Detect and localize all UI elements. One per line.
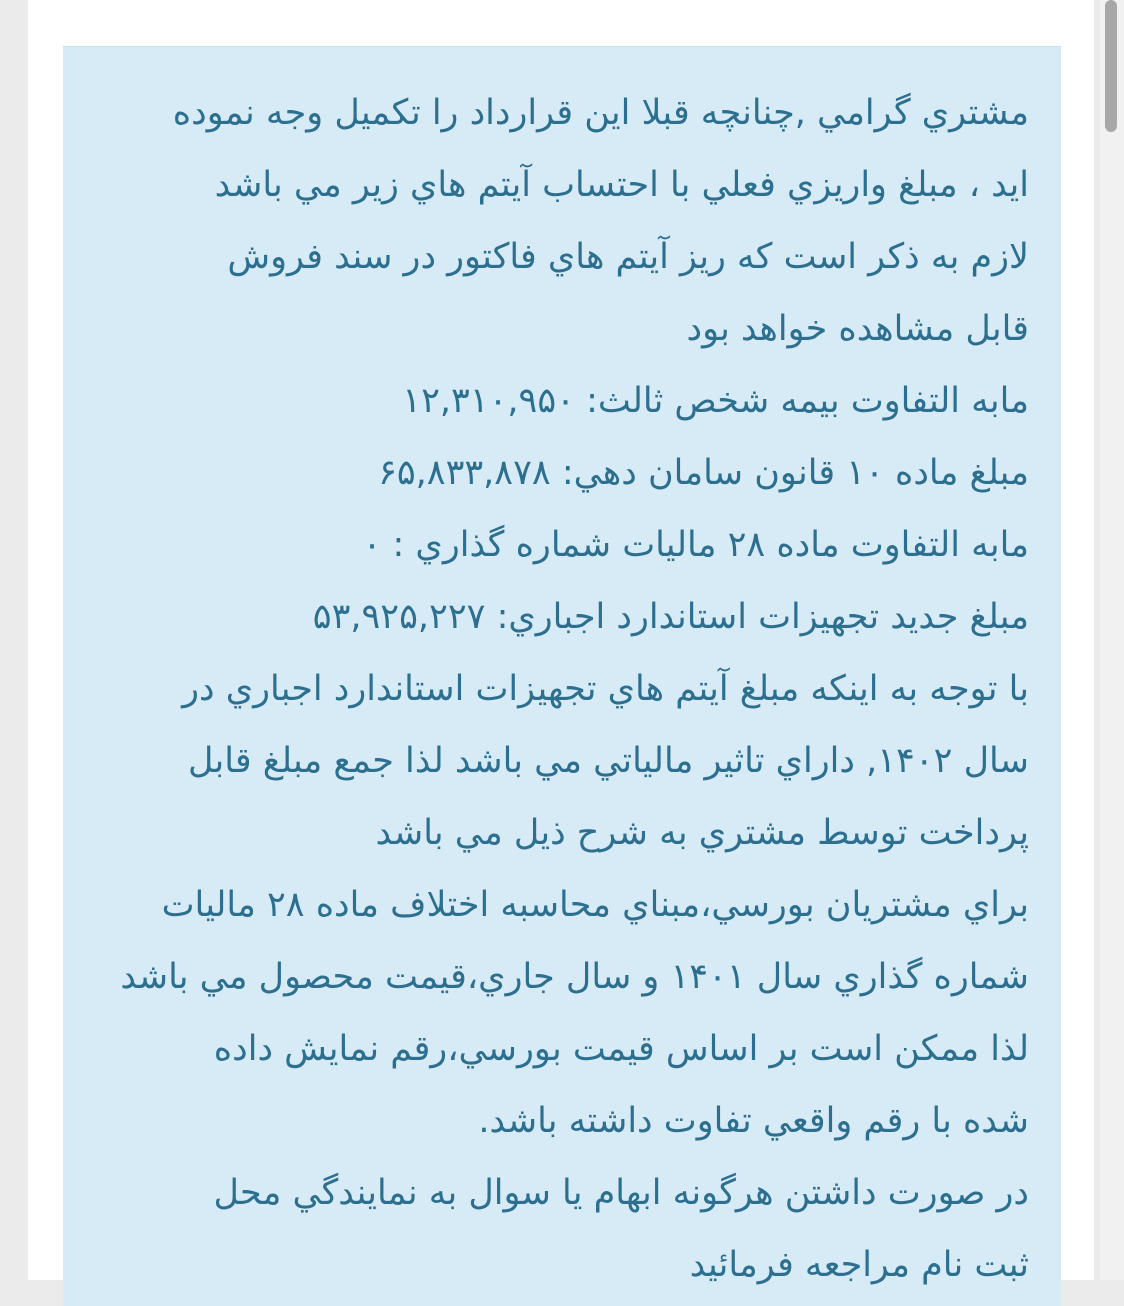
- notice-line: شماره گذاري سال ۱۴۰۱ و سال جاري،قيمت محصول مي باشد: [120, 957, 1029, 997]
- standard-equipment-amount-line: مبلغ جديد تجهيزات استاندارد اجباري: ۵۳,۹۲۵,۲۲۷: [312, 597, 1029, 637]
- insurance-difference-line: مابه التفاوت بيمه شخص ثالث: ۱۲,۳۱۰,۹۵۰: [402, 381, 1029, 421]
- notice-line: در صورت داشتن هرگونه ابهام يا سوال به نمايندگي محل: [213, 1173, 1029, 1213]
- notice-line: با توجه به اينكه مبلغ آيتم هاي تجهيزات استاندارد اجباري در: [182, 669, 1029, 709]
- notice-text: [89, 77, 1029, 1301]
- notice-line: سال ۱۴۰۲, داراي تاثير مالياتي مي باشد لذا جمع مبلغ قابل: [187, 741, 1029, 781]
- notice-line: پرداخت توسط مشتري به شرح ذيل مي باشد: [375, 813, 1029, 853]
- notice-line: مشتري گرامي ,چنانچه قبلا اين قرارداد را تكميل وجه نموده: [172, 93, 1029, 133]
- notice-line: شده با رقم واقعي تفاوت داشته باشد.: [478, 1101, 1029, 1141]
- page-content: [28, 0, 1094, 1285]
- article-10-amount-line: مبلغ ماده ۱۰ قانون سامان دهي: ۶۵,۸۳۳,۸۷۸: [378, 453, 1029, 493]
- vertical-scrollbar[interactable]: [1100, 0, 1124, 1280]
- notice-box: [63, 46, 1061, 1306]
- scrollbar-thumb[interactable]: [1105, 0, 1117, 132]
- notice-line: ايد ، مبلغ واريزي فعلي با احتساب آيتم هاي زير مي باشد: [214, 165, 1029, 205]
- notice-line: ثبت نام مراجعه فرمائيد: [689, 1245, 1029, 1285]
- notice-line: لذا ممكن است بر اساس قيمت بورسي،رقم نمايش داده: [213, 1029, 1029, 1069]
- notice-line: قابل مشاهده خواهد بود: [686, 309, 1029, 349]
- article-28-difference-line: مابه التفاوت ماده ۲۸ ماليات شماره گذاري : ۰: [362, 525, 1029, 565]
- notice-line: لازم به ذكر است كه ريز آيتم هاي فاكتور در سند فروش: [227, 237, 1029, 277]
- notice-line: براي مشتريان بورسي،مبناي محاسبه اختلاف ماده ۲۸ ماليات: [161, 885, 1029, 925]
